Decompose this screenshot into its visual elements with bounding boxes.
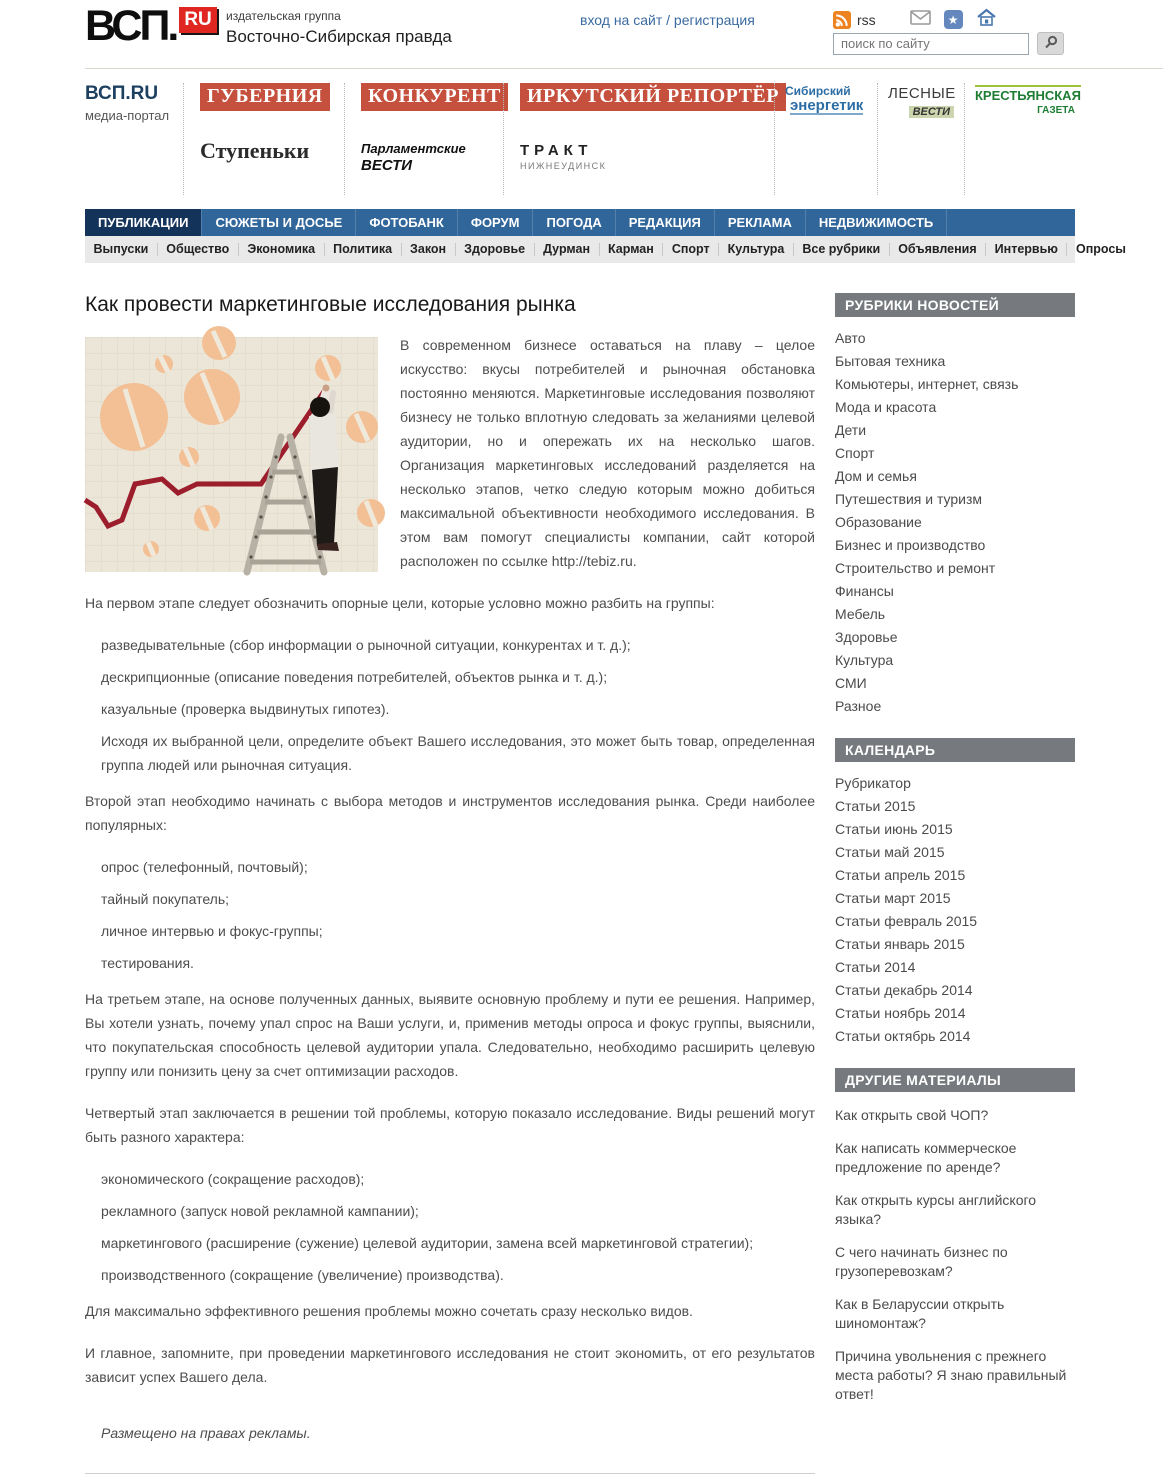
article-paragraph: рекламного (запуск новой рекламной кампании);	[101, 1203, 419, 1219]
rubric-link[interactable]: Финансы	[835, 583, 894, 599]
brand-stupenki-logo[interactable]: Ступеньки	[200, 138, 310, 163]
sidebar-section-title: РУБРИКИ НОВОСТЕЙ	[835, 293, 1075, 317]
article	[85, 293, 815, 1474]
sidebar-section-calendar	[835, 738, 1075, 1044]
brand-konkurent-logo[interactable]: КОНКУРЕНТ	[361, 83, 508, 111]
sidebar-section-other-materials	[835, 1068, 1075, 1404]
subnav-item[interactable]: Выпуски	[85, 243, 158, 256]
trakt-line1: ТРАКТ	[520, 142, 593, 159]
calendar-link[interactable]: Статьи 2014	[835, 959, 916, 975]
article-paragraph: Второй этап необходимо начинать с выбора методов и инструментов исследования рынка. Среди наиболее популярных:	[85, 793, 815, 833]
nav-item[interactable]: РЕДАКЦИЯ	[616, 209, 715, 236]
login-link[interactable]: вход на сайт / регистрация	[580, 12, 755, 28]
subnav-item[interactable]: Все рубрики	[794, 243, 890, 256]
magnifier-icon	[1044, 35, 1058, 52]
other-material-link[interactable]: Как открыть свой ЧОП?	[835, 1107, 989, 1123]
article-paragraph: производственного (сокращение (увеличение) производства).	[101, 1267, 504, 1283]
other-material-link[interactable]: Как написать коммерческое предложение по аренде?	[835, 1140, 1017, 1175]
lesnye-line2: ВЕСТИ	[909, 106, 954, 118]
krest-line2: ГАЗЕТА	[1037, 105, 1075, 116]
publisher-label: издательская группа	[226, 9, 341, 23]
nav-item[interactable]: ПОГОДА	[533, 209, 615, 236]
parl-line2: ВЕСТИ	[361, 156, 413, 174]
calendar-link[interactable]: Статьи январь 2015	[835, 936, 965, 952]
subnav-item[interactable]: Экономика	[239, 243, 325, 256]
energetik-line2: энергетик	[790, 96, 864, 114]
brand-reporter-logo[interactable]: ИРКУТСКИЙ РЕПОРТЁР	[520, 83, 786, 111]
calendar-link[interactable]: Статьи март 2015	[835, 890, 951, 906]
rubric-link[interactable]: Мебель	[835, 606, 886, 622]
nav-item[interactable]: ФОРУМ	[458, 209, 534, 236]
article-paragraph: дескрипционные (описание поведения потребителей, объектов рынка и т. д.);	[101, 669, 608, 685]
article-paragraph: разведывательные (сбор информации о рыночной ситуации, конкурентах и т. д.);	[101, 637, 631, 653]
search-button[interactable]	[1037, 32, 1064, 55]
article-title: Как провести маркетинговые исследования рынка	[85, 293, 576, 316]
subnav-item[interactable]: Культура	[719, 243, 794, 256]
brand-gubernia[interactable]	[183, 83, 344, 195]
content	[85, 263, 1075, 1474]
rubric-link[interactable]: Культура	[835, 652, 894, 668]
header-icons	[833, 8, 997, 31]
calendar-link[interactable]: Статьи апрель 2015	[835, 867, 966, 883]
rubric-link[interactable]: Разное	[835, 698, 882, 714]
rubric-link[interactable]: Мода и красота	[835, 399, 937, 415]
other-material-link[interactable]: Причина увольнения с прежнего места работы? Я знаю правильный ответ!	[835, 1348, 1067, 1402]
trakt-line2: НИЖНЕУДИНСК	[520, 161, 607, 171]
lesnye-line1: ЛЕСНЫЕ	[888, 85, 956, 102]
mail-icon[interactable]	[910, 10, 931, 30]
calendar-link[interactable]: Статьи май 2015	[835, 844, 945, 860]
rubric-link[interactable]: Бизнес и производство	[835, 537, 986, 553]
other-material-link[interactable]: С чего начинать бизнес по грузоперевозкам?	[835, 1244, 1008, 1279]
rubric-link[interactable]: Строительство и ремонт	[835, 560, 996, 576]
portal-subtitle: медиа-портал	[85, 108, 170, 123]
rubric-link[interactable]: СМИ	[835, 675, 867, 691]
search-input[interactable]	[833, 33, 1029, 55]
article-paragraph: казуальные (проверка выдвинутых гипотез).	[101, 701, 390, 717]
rss-label: rss	[857, 11, 876, 28]
portal-title: ВСП.RU	[85, 83, 159, 104]
rubric-link[interactable]: Бытовая техника	[835, 353, 946, 369]
brand-krestyanskaya-gazeta[interactable]	[964, 83, 1085, 195]
brand-trakt-logo[interactable]	[520, 142, 758, 171]
brand-konkurent[interactable]	[344, 83, 503, 195]
rss-link[interactable]	[833, 11, 876, 29]
subnav-item[interactable]: Интервью	[986, 243, 1067, 256]
other-material-link[interactable]: Как открыть курсы английского языка?	[835, 1192, 1037, 1227]
sub-nav	[85, 236, 1126, 263]
portal-header	[85, 69, 1163, 195]
nav-item[interactable]: ФОТОБАНК	[356, 209, 458, 236]
subnav-item[interactable]: Дурман	[535, 243, 600, 256]
article-paragraph: На первом этапе следует обозначить опорные цели, которые условно можно разбить на группы:	[85, 595, 715, 611]
main-nav	[85, 209, 1075, 236]
rubric-link[interactable]: Авто	[835, 330, 866, 346]
energetik-line1: Сибирский	[785, 84, 851, 98]
rubric-link[interactable]: Дом и семья	[835, 468, 917, 484]
subnav-item[interactable]: Политика	[325, 243, 402, 256]
article-body	[85, 333, 815, 1474]
parl-line1: Парламентские	[361, 141, 466, 156]
article-paragraph: Четвертый этап заключается в решении той проблемы, которую показало исследование. Виды решений могут быть разного характера:	[85, 1105, 815, 1145]
subnav-item[interactable]: Закон	[402, 243, 456, 256]
article-paragraph: Размещено на правах рекламы.	[101, 1425, 311, 1441]
nav-item[interactable]: СЮЖЕТЫ И ДОСЬЕ	[202, 209, 356, 236]
brand-irkutsky-reporter[interactable]	[503, 83, 779, 195]
star-icon[interactable]	[944, 10, 963, 29]
brand-parlamentskie-vesti-logo[interactable]	[361, 142, 487, 174]
subnav-item[interactable]: Здоровье	[456, 243, 535, 256]
article-paragraph: На третьем этапе, на основе полученных данных, выявите основную проблему и пути ее решения. Например, Вы хотели узнать, почему упал спрос на Ваши услуги, и, применив методы опроса и фокус группы, выяснили, что покупательская способность целевой аудитории упала. Следовательно, необходимо расширить целевую группу или понизить цену за счет оптимизации расходов.	[85, 991, 815, 1079]
sidebar-section-title: КАЛЕНДАРЬ	[835, 738, 1075, 762]
publisher-name: Восточно-Сибирская правда	[226, 27, 452, 46]
rubric-link[interactable]: Образование	[835, 514, 922, 530]
subnav-item[interactable]: Спорт	[663, 243, 719, 256]
article-paragraph: Исходя их выбранной цели, определите объект Вашего исследования, это может быть товар, определенная группа людей или рыночная ситуация.	[101, 733, 815, 773]
rubric-link[interactable]: Путешествия и туризм	[835, 491, 983, 507]
logo-text: ВСП.	[85, 2, 177, 50]
subnav-item[interactable]: Опросы	[1075, 242, 1126, 256]
publisher-block	[226, 9, 452, 47]
subnav-item[interactable]: Карман	[600, 243, 664, 256]
logo-badge: RU	[179, 7, 216, 33]
calendar-link[interactable]: Статьи февраль 2015	[835, 913, 978, 929]
calendar-link[interactable]: Статьи декабрь 2014	[835, 982, 973, 998]
calendar-link[interactable]: Статьи ноябрь 2014	[835, 1005, 966, 1021]
brand-gubernia-logo[interactable]: ГУБЕРНИЯ	[200, 83, 330, 111]
article-paragraph: тестирования.	[101, 955, 194, 971]
nav-item[interactable]: РЕКЛАМА	[715, 209, 806, 236]
article-paragraph: личное интервью и фокус-группы;	[101, 923, 323, 939]
sidebar-section-rubrics	[835, 293, 1075, 714]
article-paragraph: тайный покупатель;	[101, 891, 230, 907]
calendar-link[interactable]: Статьи 2015	[835, 798, 916, 814]
article-paragraph: маркетингового (расширение (сужение) целевой аудитории, замена всей маркетинговой стратегии);	[101, 1235, 754, 1251]
article-image	[85, 337, 378, 572]
nav-item[interactable]: ПУБЛИКАЦИИ	[85, 209, 202, 236]
article-paragraph: Для максимально эффективного решения проблемы можно сочетать сразу несколько видов.	[85, 1303, 693, 1319]
nav-item[interactable]: НЕДВИЖИМОСТЬ	[806, 209, 947, 236]
rubric-link[interactable]: Комьютеры, интернет, связь	[835, 376, 1019, 392]
calendar-link[interactable]: Рубрикатор	[835, 775, 911, 791]
portal-brand[interactable]	[85, 83, 183, 195]
subnav-item[interactable]: Объявления	[890, 243, 986, 256]
search-bar	[833, 32, 1064, 55]
top-header	[85, 0, 1163, 69]
sidebar	[835, 293, 1075, 1474]
brand-sibirsky-energetik[interactable]	[774, 83, 877, 195]
calendar-link[interactable]: Статьи июнь 2015	[835, 821, 953, 837]
rss-icon	[833, 11, 851, 29]
article-paragraph: опрос (телефонный, почтовый);	[101, 859, 308, 875]
rubric-link[interactable]: Спорт	[835, 445, 875, 461]
krest-line1: КРЕСТЬЯНСКАЯ	[975, 85, 1081, 103]
site-logo[interactable]	[85, 2, 217, 50]
sidebar-section-title: ДРУГИЕ МАТЕРИАЛЫ	[835, 1068, 1075, 1092]
brand-lesnye-vesti[interactable]	[877, 83, 964, 195]
article-paragraph: экономического (сокращение расходов);	[101, 1171, 365, 1187]
article-paragraph: В современном бизнесе оставаться на плаву – целое искусство: вкусы потребителей и рыночная обстановка постоянно меняются. Маркетинговые исследования позволяют бизнесу не только вплотную следовать за желаниями целевой аудитории, но и опережать их на несколько шагов. Организация маркетинговых исследований разделяется на несколько этапов, четко следую которым можно добиться максимальной объективности необходимого исследования. В этом вам помогут специалисты компании, сайт которой расположен по ссылке http://tebiz.ru.	[400, 337, 815, 569]
rubric-link[interactable]: Здоровье	[835, 629, 898, 645]
rubric-link[interactable]: Дети	[835, 422, 867, 438]
calendar-link[interactable]: Статьи октябрь 2014	[835, 1028, 971, 1044]
article-paragraph: И главное, запомните, при проведении маркетингового исследования не стоит экономить, от его результатов зависит успех Вашего дела.	[85, 1345, 815, 1385]
home-icon[interactable]	[976, 8, 997, 31]
other-material-link[interactable]: Как в Беларуссии открыть шиномонтаж?	[835, 1296, 1005, 1331]
subnav-item[interactable]: Общество	[158, 243, 239, 256]
